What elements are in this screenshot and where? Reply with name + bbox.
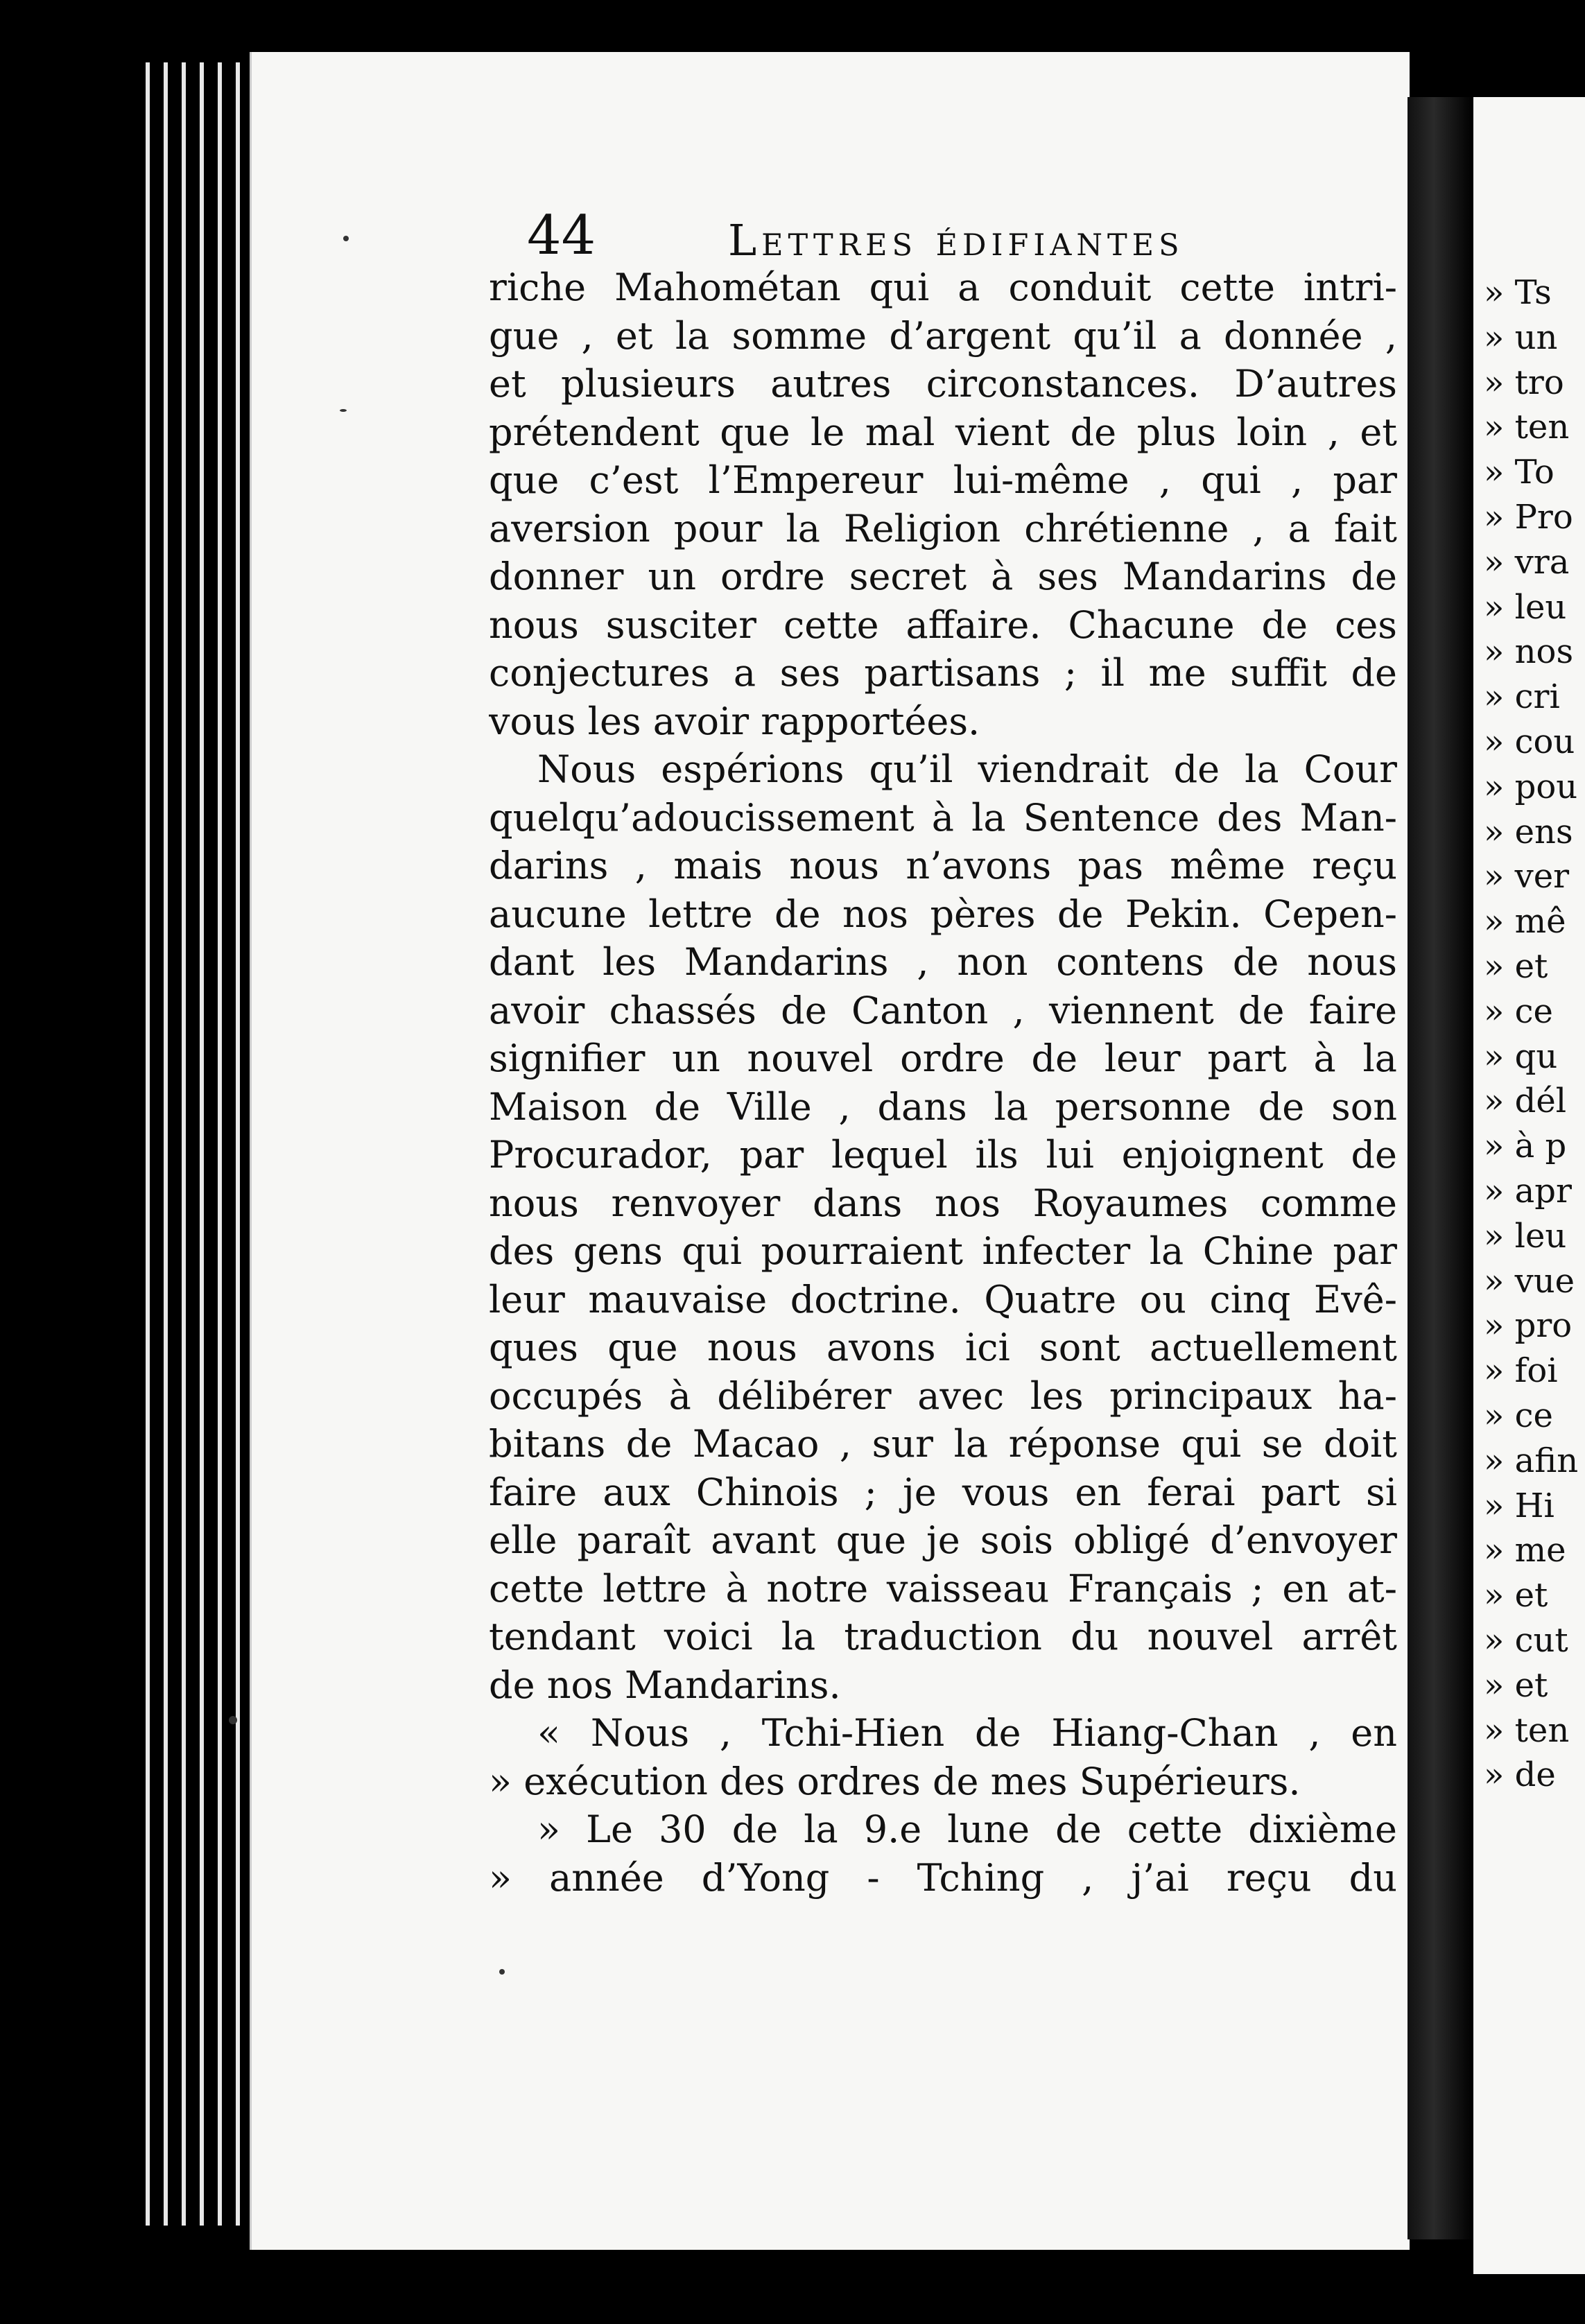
fragment-line: » Hi [1484, 1486, 1554, 1525]
running-title: Lettres édifiantes [728, 215, 1184, 266]
page-header [527, 205, 1220, 270]
text-line: ques que nous avons ici sont actuellement [489, 1326, 1397, 1369]
right-page-fragments [1484, 270, 1585, 1798]
fragment-line: » cri [1484, 677, 1560, 717]
fragment-line: » à p [1484, 1127, 1567, 1166]
fragment-line: » et [1484, 1665, 1548, 1705]
fragment-line: » cut [1484, 1620, 1568, 1660]
text-line: Nous espérions qu’il viendrait de la Cour [537, 747, 1397, 791]
fragment-line: » vue [1484, 1261, 1575, 1301]
body-text [489, 263, 1397, 1902]
page-number: 44 [527, 205, 596, 267]
text-line: prétendent que le mal vient de plus loin , et [489, 410, 1397, 454]
text-line: donner un ordre secret à ses Mandarins de [489, 555, 1397, 598]
text-line: de nos Mandarins. [489, 1663, 841, 1707]
book-gutter [1408, 97, 1473, 2239]
text-line: que c’est l’Empereur lui-même , qui , par [489, 458, 1397, 502]
text-line: elle paraît avant que je sois obligé d’envoyer [489, 1518, 1397, 1562]
fragment-line: » un [1484, 318, 1558, 357]
fragment-line: » leu [1484, 1216, 1567, 1256]
fragment-line: » afin [1484, 1441, 1579, 1480]
ink-speck [499, 1969, 505, 1975]
ink-speck [229, 1716, 237, 1724]
text-line: » Le 30 de la 9.e lune de cette dixième [537, 1807, 1397, 1851]
text-line: des gens qui pourraient infecter la Chine par [489, 1229, 1397, 1273]
text-line: vous les avoir rapportées. [489, 699, 980, 743]
text-line: tendant voici la traduction du nouvel arrêt [489, 1615, 1397, 1658]
fragment-line: » mê [1484, 902, 1566, 942]
fragment-line: » foi [1484, 1351, 1558, 1391]
fragment-line: » et [1484, 946, 1548, 986]
text-line: cette lettre à notre vaisseau Français ; en at- [489, 1566, 1397, 1611]
fragment-line: » ten [1484, 408, 1570, 447]
ink-speck [340, 409, 347, 412]
fragment-line: » pro [1484, 1306, 1573, 1346]
ink-speck [343, 236, 349, 241]
fragment-line: » tro [1484, 363, 1564, 402]
text-line: nous susciter cette affaire. Chacune de ces [489, 602, 1397, 647]
text-line: avoir chassés de Canton , viennent de faire [489, 988, 1397, 1032]
fragment-line: » pou [1484, 767, 1578, 806]
fragment-line: » ce [1484, 1396, 1553, 1435]
text-line: occupés à délibérer avec les principaux ha- [489, 1373, 1397, 1418]
fragment-line: » nos [1484, 632, 1574, 672]
text-line: et plusieurs autres circonstances. D’autres [489, 362, 1397, 406]
text-line: « Nous , Tchi-Hien de Hiang-Chan , en [537, 1711, 1397, 1755]
fragment-line: » ce [1484, 991, 1553, 1031]
fragment-line: » de [1484, 1755, 1556, 1795]
text-line: gue , et la somme d’argent qu’il a donnée , [489, 313, 1397, 358]
text-line: signifier un nouvel ordre de leur part à la [489, 1037, 1397, 1080]
text-line: nous renvoyer dans nos Royaumes comme [489, 1181, 1397, 1225]
text-line: conjectures a ses partisans ; il me suffit de [489, 651, 1397, 695]
text-line: dant les Mandarins , non contens de nous [489, 940, 1397, 984]
text-line: » exécution des ordres de mes Supérieurs. [489, 1759, 1301, 1803]
fragment-line: » To [1484, 453, 1554, 492]
fragment-line: » cou [1484, 722, 1575, 761]
text-line: aucune lettre de nos pères de Pekin. Cepen- [489, 892, 1397, 936]
text-line: aversion pour la Religion chrétienne , a fait [489, 506, 1397, 550]
fragment-line: » ens [1484, 812, 1573, 851]
fragment-line: » vra [1484, 542, 1570, 582]
fragment-line: » apr [1484, 1171, 1572, 1211]
text-line: riche Mahométan qui a conduit cette intri- [489, 266, 1397, 309]
text-line: quelqu’adoucissement à la Sentence des Man- [489, 795, 1397, 840]
page-edges [139, 62, 257, 2226]
text-line: leur mauvaise doctrine. Quatre ou cinq Evê- [489, 1277, 1397, 1321]
text-line: Procurador, par lequel ils lui enjoignent de [489, 1133, 1397, 1177]
fragment-line: » leu [1484, 587, 1567, 627]
fragment-line: » ver [1484, 857, 1570, 896]
text-line: Maison de Ville , dans la personne de son [489, 1084, 1397, 1129]
fragment-line: » Ts [1484, 273, 1552, 312]
text-line: darins , mais nous n’avons pas même reçu [489, 844, 1397, 887]
fragment-line: » Pro [1484, 497, 1573, 537]
text-line: faire aux Chinois ; je vous en ferai part si [489, 1470, 1397, 1514]
fragment-line: » et [1484, 1576, 1548, 1615]
text-line: » année d’Yong - Tching , j’ai reçu du [489, 1855, 1397, 1900]
fragment-line: » dél [1484, 1082, 1567, 1121]
text-line: bitans de Macao , sur la réponse qui se doit [489, 1422, 1397, 1466]
fragment-line: » ten [1484, 1710, 1570, 1750]
fragment-line: » qu [1484, 1037, 1558, 1076]
fragment-line: » me [1484, 1531, 1566, 1570]
